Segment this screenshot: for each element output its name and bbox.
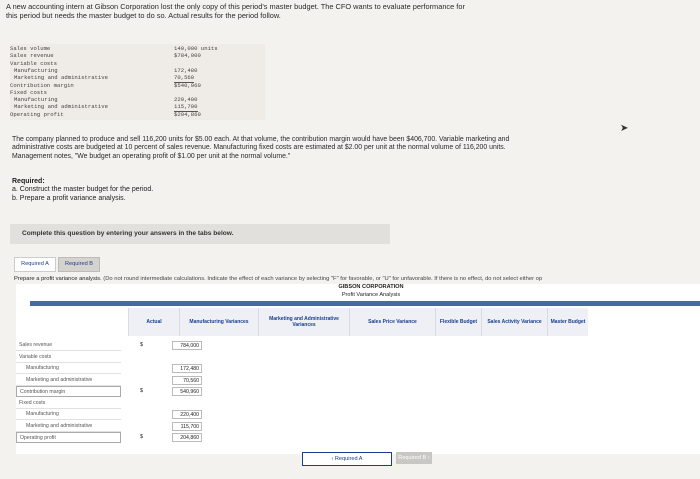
table-header-bar <box>30 301 700 306</box>
dollar-sign: $ <box>140 388 143 394</box>
table-row-label: Manufacturing <box>16 409 121 420</box>
column-header: Flexible Budget <box>435 308 481 336</box>
actual-row-value: 220,400 <box>174 96 198 104</box>
mouse-cursor-icon: ➤ <box>620 123 629 134</box>
actual-row-label: Contribution margin <box>10 81 74 89</box>
actual-row-value: $540,960 <box>174 81 201 89</box>
actual-row-label: Operating profit <box>10 110 64 118</box>
actual-row-value: $784,000 <box>174 52 201 60</box>
actual-value-cell[interactable]: 204,860 <box>172 433 202 442</box>
actual-row-label: Marketing and administrative <box>14 103 108 111</box>
required-b-text: b. Prepare a profit variance analysis. <box>12 194 126 202</box>
column-header: Master Budget <box>547 308 588 336</box>
required-section <box>12 178 153 203</box>
instruction-lead: Prepare a profit variance analysis. <box>14 276 102 282</box>
instruction-detail: (Do not round intermediate calculations. Indicate the effect of each variance by selecting "F" for favorable, or "U" for unfavorable. If there is no effect, do not select either op <box>101 276 543 282</box>
actual-row-value: $204,860 <box>174 110 201 118</box>
table-row-label: Variable costs <box>16 352 121 363</box>
table-row-label: Contribution margin <box>16 386 121 397</box>
problem-paragraph: The company planned to produce and sell 116,200 units for $5.00 each. At that volume, the contribution margin would have been $406,700. Variable marketing and administrative costs are budgeted at 10 percent of sales revenue. Manufacturing fixed costs are estimated at $2.00 per unit at the normal volume of 116,200 units. Management notes, "We budget an operating profit of $1.00 per unit at the normal volume." <box>12 136 510 160</box>
actual-value-cell[interactable]: 115,700 <box>172 422 202 431</box>
column-header: Sales Activity Variance <box>481 308 547 336</box>
actual-results-block <box>10 44 265 120</box>
actual-value-cell[interactable]: 70,560 <box>172 376 202 385</box>
chevron-right-icon: › <box>426 455 430 461</box>
tab-required-a[interactable]: Required A <box>14 257 56 272</box>
actual-row-label: Sales volume <box>10 45 51 52</box>
instructions-banner <box>10 224 390 244</box>
actual-row-label: Manufacturing <box>14 66 58 74</box>
table-row-label: Marketing and administrative <box>16 421 121 432</box>
table-row-label: Manufacturing <box>16 363 121 374</box>
column-header: Marketing and Administrative Variances <box>258 308 349 336</box>
column-header: Manufacturing Variances <box>179 308 258 336</box>
actual-row-label: Fixed costs <box>10 88 47 96</box>
column-header: Sales Price Variance <box>349 308 435 336</box>
chevron-left-icon: ‹ <box>331 456 335 462</box>
actual-row-value: 70,560 <box>174 74 195 82</box>
table-row-label: Sales revenue <box>16 340 121 351</box>
actual-value-cell[interactable]: 540,960 <box>172 387 202 396</box>
actual-row-value: 172,480 <box>174 66 198 74</box>
tab-required-b[interactable]: Required B <box>58 257 100 272</box>
column-header: Actual <box>128 308 179 336</box>
actual-row-label: Variable costs <box>10 59 57 67</box>
instruction-line <box>14 276 700 283</box>
actual-row-label: Manufacturing <box>14 96 58 104</box>
actual-row-label: Sales revenue <box>10 52 54 60</box>
table-subtitle: Profit Variance Analysis <box>341 292 401 298</box>
required-heading: Required: <box>12 178 45 185</box>
dollar-sign: $ <box>140 342 143 348</box>
table-company-title: GIBSON CORPORATION <box>338 284 404 290</box>
prev-button-label: Required A <box>334 456 363 462</box>
problem-intro: A new accounting intern at Gibson Corporation lost the only copy of this period's master budget. The CFO wants to evaluate performance for this period but needs the master budget to do so. Actual results for the period follow. <box>6 2 465 21</box>
actual-value-cell[interactable]: 784,000 <box>172 341 202 350</box>
actual-row-value: 115,700 <box>174 103 198 111</box>
actual-value-cell[interactable]: 220,400 <box>172 410 202 419</box>
variance-table <box>16 284 700 462</box>
actual-row-value: 140,000 units <box>174 45 218 52</box>
next-button-label: Required B <box>398 455 427 461</box>
next-required-b-button[interactable] <box>396 452 432 464</box>
table-row-label: Operating profit <box>16 432 121 443</box>
prev-required-a-button[interactable] <box>302 452 392 466</box>
instructions-text: Complete this question by entering your answers in the tabs below. <box>22 230 234 237</box>
required-a-text: a. Construct the master budget for the period. <box>12 186 154 194</box>
actual-value-cell[interactable]: 172,480 <box>172 364 202 373</box>
table-row-label: Fixed costs <box>16 398 121 409</box>
actual-row-label: Marketing and administrative <box>14 74 108 82</box>
dollar-sign: $ <box>140 434 143 440</box>
table-row-label: Marketing and administrative <box>16 375 121 386</box>
